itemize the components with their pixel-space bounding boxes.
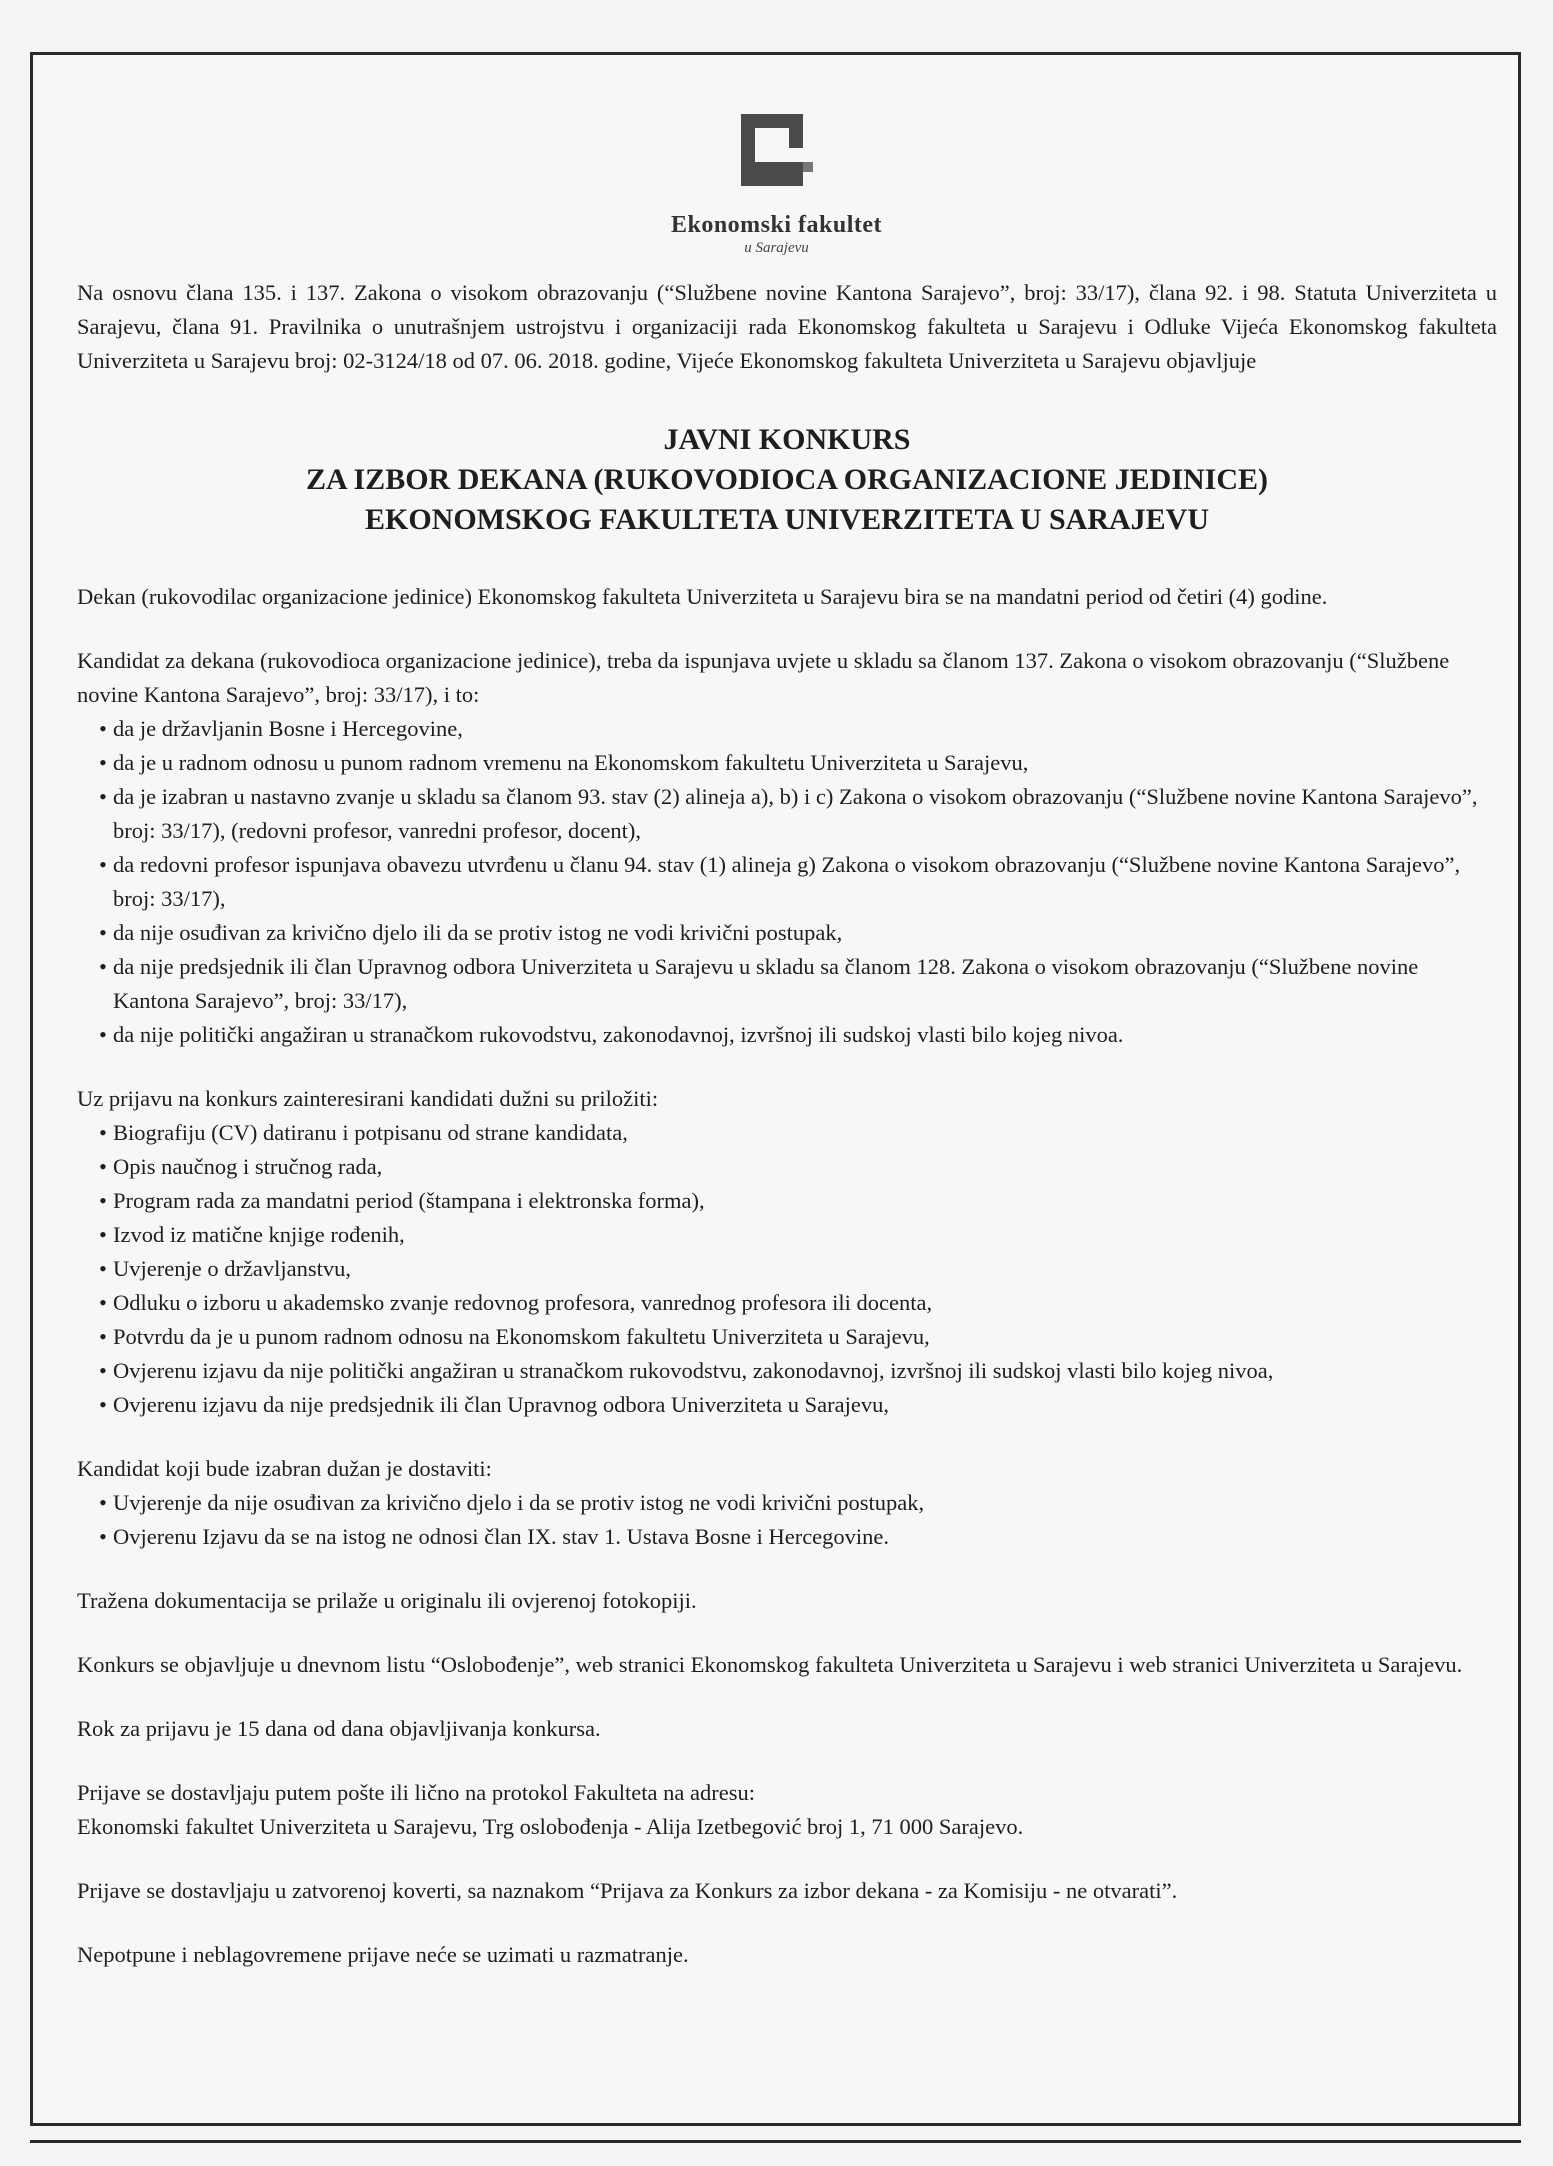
deadline-note: Rok za prijavu je 15 dana od dana objavljivanja konkursa. (77, 1716, 601, 1741)
notice-title (77, 420, 1497, 540)
title-line-1: JAVNI KONKURS (663, 423, 911, 456)
list-item: • da je izabran u nastavno zvanje u skladu sa članom 93. stav (2) alineja a), b) i c) Zakona o visokom obrazovanju (“Službene novine Kantona Sarajevo”, broj: 33/17), (redovni profesor, vanredni profesor, docent), (99, 780, 1497, 848)
attachments-section (77, 1082, 1497, 1422)
title-line-3: EKONOMSKOG FAKULTETA UNIVERZITETA U SARAJEVU (364, 503, 1210, 536)
attachments-list (77, 1116, 1497, 1422)
publication-note: Konkurs se objavljuje u dnevnom listu “Oslobođenje”, web stranici Ekonomskog fakulteta Univerziteta u Sarajevu i web stranici Univerziteta u Sarajevu. (77, 1652, 1463, 1677)
list-item: • Program rada za mandatni period (štampana i elektronska forma), (99, 1184, 1497, 1218)
term-paragraph: Dekan (rukovodilac organizacione jedinice) Ekonomskog fakulteta Univerziteta u Sarajevu bira se na mandatni period od četiri (4) godine. (77, 584, 1328, 609)
intro-paragraph: Na osnovu člana 135. i 137. Zakona o visokom obrazovanju (“Službene novine Kantona Sarajevo”, broj: 33/17), člana 92. i 98. Statuta Univerziteta u Sarajevu, člana 91. Pravilnika o unutrašnjem ustrojstvu i organizaciji rada Ekonomskog fakulteta u Sarajevu i Odluke Vijeća Ekonomskog fakulteta Univerziteta u Sarajevu broj: 02-3124/18 od 07. 06. 2018. godine, Vijeće Ekonomskog fakulteta Univerziteta u Sarajevu objavljuje (77, 280, 1497, 373)
documentation-note: Tražena dokumentacija se prilaže u originalu ili ovjerenoj fotokopiji. (77, 1588, 697, 1613)
closing-note: Nepotpune i neblagovremene prijave neće se uzimati u razmatranje. (77, 1942, 689, 1967)
list-item: • Ovjerenu izjavu da nije politički angažiran u stranačkom rukovodstvu, zakonodavnoj, izvršnoj ili sudskoj vlasti bilo kojeg nivoa, (99, 1354, 1497, 1388)
faculty-logo-icon (737, 110, 817, 196)
requirements-section (77, 644, 1497, 1052)
submission-line-2: Ekonomski fakultet Univerziteta u Sarajevu, Trg oslobođenja - Alija Izetbegović broj 1, 71 000 Sarajevo. (77, 1814, 1024, 1839)
notice-body (77, 276, 1497, 1972)
list-item: • Odluku o izboru u akademsko zvanje redovnog profesora, vanrednog profesora ili docenta, (99, 1286, 1497, 1320)
selected-candidate-section (77, 1452, 1497, 1554)
envelope-note: Prijave se dostavljaju u zatvorenoj koverti, sa naznakom “Prijava za Konkurs za izbor dekana - za Komisiju - ne otvarati”. (77, 1878, 1178, 1903)
list-item: • da je državljanin Bosne i Hercegovine, (99, 712, 1497, 746)
selected-lead: Kandidat koji bude izabran dužan je dostaviti: (77, 1456, 492, 1481)
list-item: • Uvjerenje o državljanstvu, (99, 1252, 1497, 1286)
submission-address (77, 1776, 1497, 1844)
list-item: • Ovjerenu izjavu da nije predsjednik ili član Upravnog odbora Univerziteta u Sarajevu, (99, 1388, 1497, 1422)
bottom-divider (30, 2140, 1521, 2143)
submission-line-1: Prijave se dostavljaju putem pošte ili lično na protokol Fakulteta na adresu: (77, 1780, 755, 1805)
title-line-2: ZA IZBOR DEKANA (RUKOVODIOCA ORGANIZACIONE JEDINICE) (305, 463, 1269, 496)
list-item: • Izvod iz matične knjige rođenih, (99, 1218, 1497, 1252)
list-item: • Biografiju (CV) datiranu i potpisanu od strane kandidata, (99, 1116, 1497, 1150)
org-subtitle: u Sarajevu (744, 240, 809, 256)
list-item: • Ovjerenu Izjavu da se na istog ne odnosi član IX. stav 1. Ustava Bosne i Hercegovine. (99, 1520, 1497, 1554)
list-item: • Potvrdu da je u punom radnom odnosu na Ekonomskom fakultetu Univerziteta u Sarajevu, (99, 1320, 1497, 1354)
list-item: • da nije politički angažiran u stranačkom rukovodstvu, zakonodavnoj, izvršnoj ili sudskoj vlasti bilo kojeg nivoa. (99, 1018, 1497, 1052)
requirements-list (77, 712, 1497, 1052)
org-name: Ekonomski fakultet (670, 212, 883, 238)
list-item: • Opis naučnog i stručnog rada, (99, 1150, 1497, 1184)
requirements-lead: Kandidat za dekana (rukovodioca organizacione jedinice), treba da ispunjava uvjete u skladu sa članom 137. Zakona o visokom obrazovanju (“Službene novine Kantona Sarajevo”, broj: 33/17), i to: (77, 648, 1450, 707)
list-item: • Uvjerenje da nije osuđivan za krivično djelo i da se protiv istog ne vodi krivični postupak, (99, 1486, 1497, 1520)
selected-list (77, 1486, 1497, 1554)
attachments-lead: Uz prijavu na konkurs zainteresirani kandidati dužni su priložiti: (77, 1086, 659, 1111)
list-item: • da redovni profesor ispunjava obavezu utvrđenu u članu 94. stav (1) alineja g) Zakona o visokom obrazovanju (“Službene novine Kantona Sarajevo”, broj: 33/17), (99, 848, 1497, 916)
list-item: • da nije predsjednik ili član Upravnog odbora Univerziteta u Sarajevu u skladu sa članom 128. Zakona o visokom obrazovanju (“Službene novine Kantona Sarajevo”, broj: 33/17), (99, 950, 1497, 1018)
list-item: • da nije osuđivan za krivično djelo ili da se protiv istog ne vodi krivični postupak, (99, 916, 1497, 950)
list-item: • da je u radnom odnosu u punom radnom vremenu na Ekonomskom fakultetu Univerziteta u Sarajevu, (99, 746, 1497, 780)
